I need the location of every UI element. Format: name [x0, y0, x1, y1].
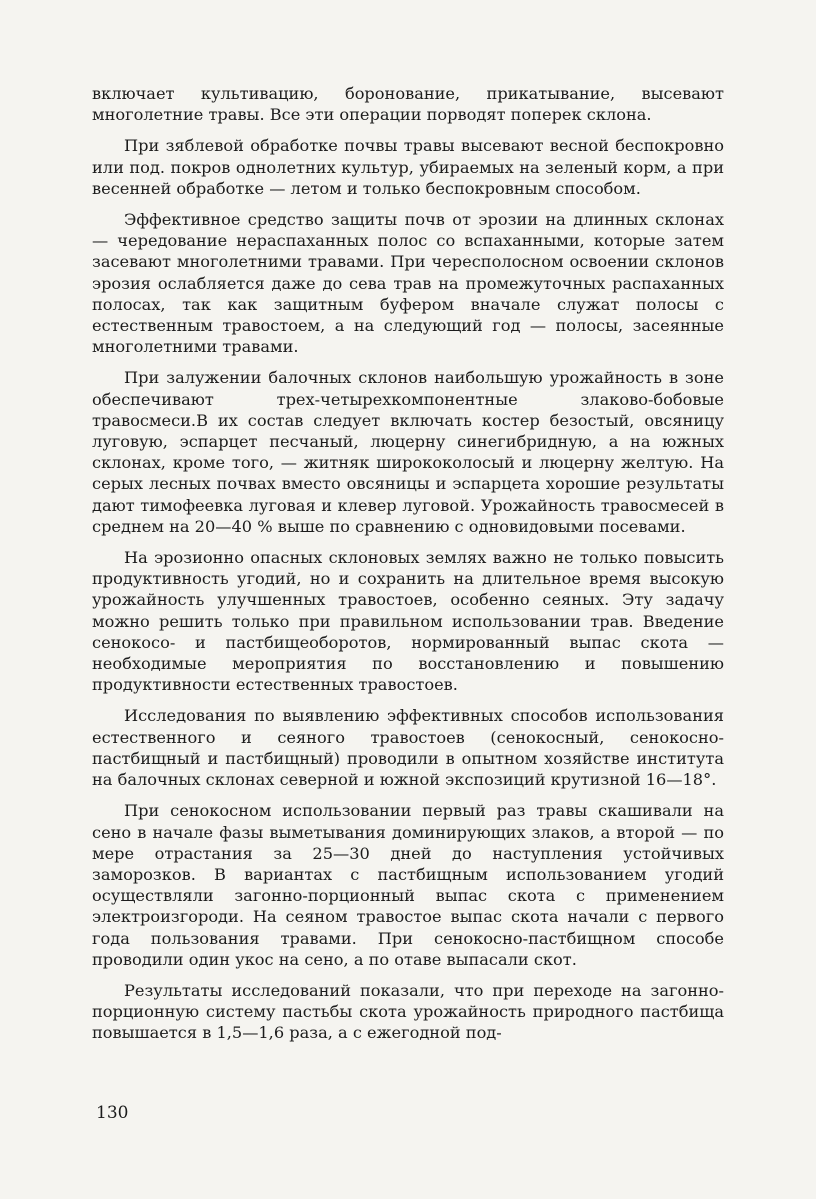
paragraph: При залужении балочных склонов наибольшую урожайность в зоне обеспечивают трех-четырехкомпонентные злаково-бобовые травосмеси.В их состав следует включать костер безостый, овсяницу луговую, эспарцет песчаный, люцерну синегибридную, а на южных склонах, кроме того, — житняк ширококолосый и люцерну желтую. На серых лесных почвах вместо овсяницы и эспарцета хорошие результаты дают тимофеевка луговая и клевер луговой. Урожайность травосмесей в среднем на 20—40 % выше по сравнению с одновидовыми посевами. [92, 368, 724, 536]
paragraph: На эрозионно опасных склоновых землях важно не только повысить продуктивность угодий, но и сохранить на длительное время высокую урожайность улучшенных травостоев, особенно сеяных. Эту задачу можно решить только при правильном использовании трав. Введение сенокосо- и пастбищеоборотов, нормированный выпас скота — необходимые мероприятия по восстановлению и повышению продуктивности естественных травостоев. [92, 548, 724, 695]
paragraph: Исследования по выявлению эффективных способов использования естественного и сеяного травостоев (сенокосный, сенокосно-пастбищный и пастбищный) проводили в опытном хозяйстве института на балочных склонах северной и южной экспозиций крутизной 16—18°. [92, 706, 724, 790]
paragraph: включает культивацию, боронование, прикатывание, высевают многолетние травы. Все эти операции порводят поперек склона. [92, 84, 724, 125]
paragraph: При сенокосном использовании первый раз травы скашивали на сено в начале фазы выметывания доминирующих злаков, а второй — по мере отрастания за 25—30 дней до наступления устойчивых заморозков. В вариантах с пастбищным использованием угодий осуществляли загонно-порционный выпас скота с применением электроизгороди. На сеяном травостое выпас скота начали с первого года пользования травами. При сенокосно-пастбищном способе проводили один укос на сено, а по отаве выпасали скот. [92, 801, 724, 969]
paragraph: Эффективное средство защиты почв от эрозии на длинных склонах — чередование нераспаханных полос со вспаханными, которые затем засевают многолетними травами. При чересполосном освоении склонов эрозия ослабляется даже до сева трав на промежуточных распаханных полосах, так как защитным буфером вначале служат полосы с естественным травостоем, а на следующий год — полосы, засеянные многолетними травами. [92, 210, 724, 357]
body-text [92, 83, 724, 1054]
paragraph: При зяблевой обработке почвы травы высевают весной беспокровно или под. покров однолетних культур, убираемых на зеленый корм, а при весенней обработке — летом и только беспокровным способом. [92, 136, 724, 198]
paragraph: Результаты исследований показали, что при переходе на загонно-порционную систему пастьбы скота урожайность природного пастбища повышается в 1,5—1,6 раза, а с ежегодной под- [92, 980, 724, 1043]
page-number: 130 [96, 1103, 129, 1123]
